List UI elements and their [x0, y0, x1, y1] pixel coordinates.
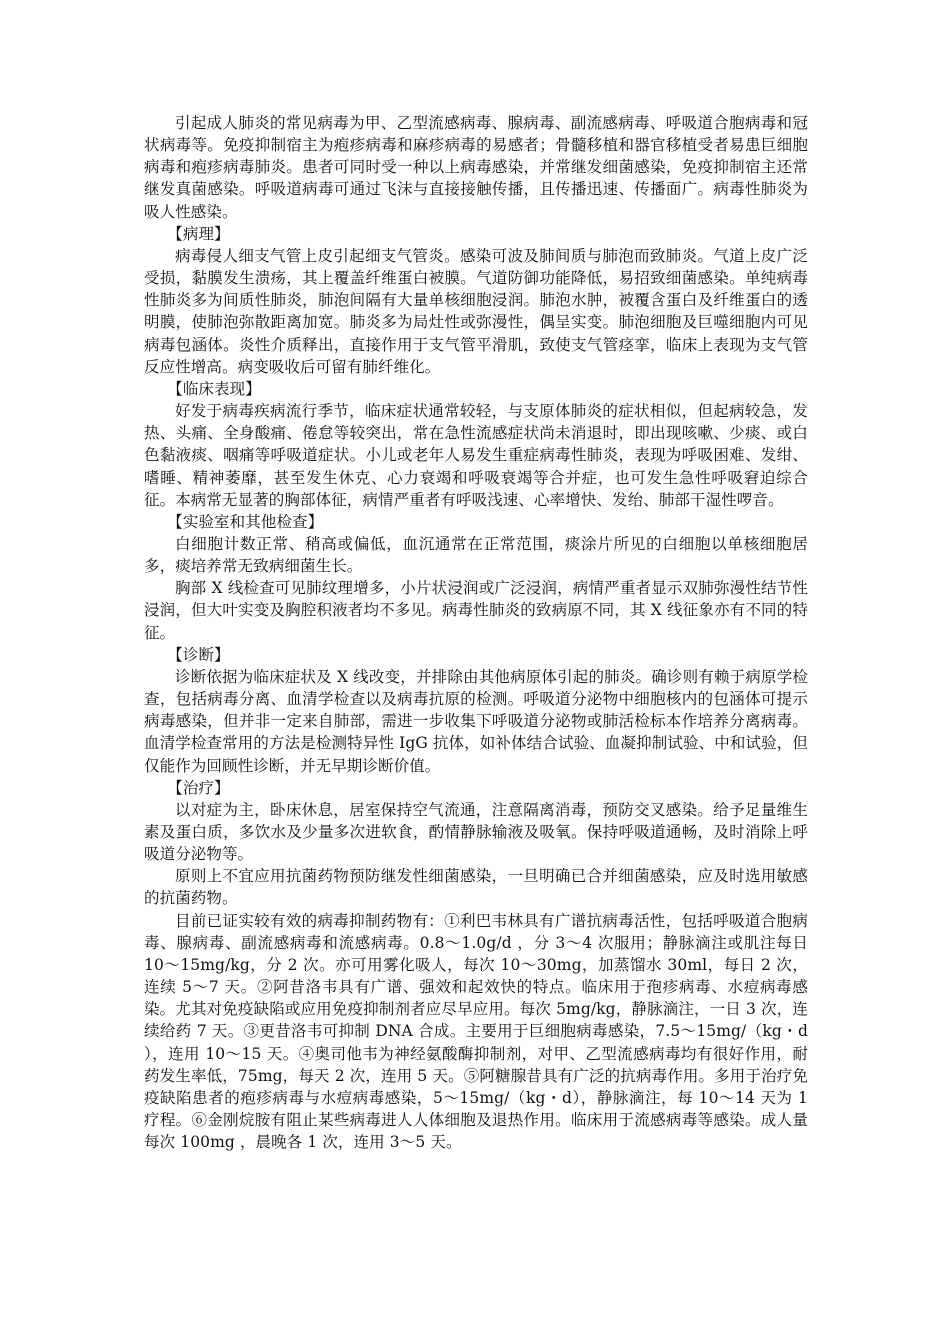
treatment-paragraph-antivirals: 目前已证实较有效的病毒抑制药物有：①利巴韦林具有广谱抗病毒活性，包括呼吸道合胞病毒、腺病毒、副流感病毒和流感病毒。0.8～1.0g/d ，分 3～4 次服用；静脉滴注或肌注每日 10～15mg/kg，分 2 次。亦可用雾化吸人，每次 10～30mg，加蒸馏水 30ml，每日 2 次，连续 5～7 天。②阿昔洛韦具有广谱、强效和起效快的特点。临床用于孢疹病毒、水痘病毒感染。尤其对免疫缺陷或应用免疫抑制剂者应尽早应用。每次 5mg/kg，静脉滴注，一日 3 次，连续给药 7 天。③更昔洛韦可抑制 DNA 合成。主要用于巨细胞病毒感染，7.5～15mg/（kg・d ），连用 10～15 天。④奥司他韦为神经氨酸酶抑制剂，对甲、乙型流感病毒均有很好作用，耐药发生率低，75mg，每天 2 次，连用 5 天。⑤阿糖腺昔具有广泛的抗病毒作用。多用于治疗免疫缺陷患者的疱疹病毒与水痘病毒感染，5～15mg/（kg・d），静脉滴注，每 10～14 天为 1 疗程。⑥金刚烷胺有阻止某些病毒进人人体细胞及退热作用。临床用于流感病毒等感染。成人量每次 100mg ，晨晚各 1 次，连用 3～5 天。 — [144, 911, 808, 1152]
diagnosis-paragraph: 诊断依据为临床症状及 X 线改变，并排除由其他病原体引起的肺炎。确诊则有赖于病原学检查，包括病毒分离、血清学检查以及病毒抗原的检测。呼吸道分泌物中细胞核内的包涵体可提示病毒感染，但并非一定来自肺部，需进一步收集下呼吸道分泌物或肺活检标本作培养分离病毒。血清学检查常用的方法是检测特异性 IgG 抗体，如补体结合试验、血凝抑制试验、中和试验，但仅能作为回顾性诊断，并无早期诊断价值。 — [144, 667, 808, 775]
treatment-paragraph-supportive: 以对症为主，卧床休息，居室保持空气流通，注意隔离消毒，预防交叉感染。给予足量维生素及蛋白质，多饮水及少量多次进软食，酌情静脉输液及吸氧。保持呼吸道通畅，及时消除上呼吸道分泌物等。 — [144, 800, 808, 864]
pathology-heading: 【病理】 — [167, 224, 230, 243]
clinical-paragraph: 好发于病毒疾病流行季节，临床症状通常较轻，与支原体肺炎的症状相似，但起病较急，发热、头痛、全身酸痛、倦怠等较突出，常在急性流感症状尚未消退时，即出现咳嗽、少痰、或白色黏液痰、咽痛等呼吸道症状。小儿或老年人易发生重症病毒性肺炎，表现为呼吸困难、发绀、嗜睡、精神萎靡，甚至发生休克、心力衰竭和呼吸衰竭等合并症，也可发生急性呼吸窘迫综合征。本病常无显著的胸部体征，病情严重者有呼吸浅速、心率增快、发绐、肺部干湿性啰音。 — [144, 402, 808, 509]
lab-paragraph-blood: 白细胞计数正常、稍高或偏低，血沉通常在正常范围，痰涂片所见的白细胞以单核细胞居多，痰培养常无致病细菌生长。 — [144, 534, 808, 576]
lab-heading: 【实验室和其他检查】 — [167, 512, 324, 531]
treatment-heading: 【治疗】 — [167, 778, 230, 797]
document-body — [144, 112, 808, 1153]
pathology-paragraph: 病毒侵人细支气管上皮引起细支气管炎。感染可波及肺间质与肺泡而致肺炎。气道上皮广泛受损，黏膜发生溃疡，其上覆盖纤维蛋白被膜。气道防御功能降低，易招致细菌感染。单纯病毒性肺炎多为间质性肺炎，肺泡间隔有大量单核细胞浸润。肺泡水肿，被覆含蛋白及纤维蛋白的透明膜，使肺泡弥散距离加宽。肺炎多为局灶性或弥漫性，偶呈实变。肺泡细胞及巨噬细胞内可见病毒包涵体。炎性介质释出，直接作用于支气管平滑肌，致使支气管痉挛，临床上表现为支气管反应性增高。病变吸收后可留有肺纤维化。 — [144, 246, 808, 376]
treatment-paragraph-antibiotics: 原则上不宜应用抗菌药物预防继发性细菌感染，一旦明确已合并细菌感染，应及时选用敏感的抗菌药物。 — [144, 867, 808, 908]
intro-paragraph: 引起成人肺炎的常见病毒为甲、乙型流感病毒、腺病毒、副流感病毒、呼吸道合胞病毒和冠状病毒等。免疫抑制宿主为疱疹病毒和麻疹病毒的易感者；骨髓移植和器官移植受者易患巨细胞病毒和疱疹病毒肺炎。患者可同时受一种以上病毒感染，并常继发细菌感染，免疫抑制宿主还常继发真菌感染。呼吸道病毒可通过飞沫与直接接触传播，且传播迅速、传播面广。病毒性肺炎为吸人性感染。 — [144, 114, 808, 221]
lab-paragraph-xray: 胸部 X 线检查可见肺纹理增多，小片状浸润或广泛浸润，病情严重者显示双肺弥漫性结节性浸润，但大叶实变及胸腔积液者均不多见。病毒性肺炎的致病原不同，其 X 线征象亦有不同的特征。 — [144, 579, 808, 642]
diagnosis-heading: 【诊断】 — [167, 645, 230, 664]
clinical-heading: 【临床表现】 — [167, 379, 261, 398]
